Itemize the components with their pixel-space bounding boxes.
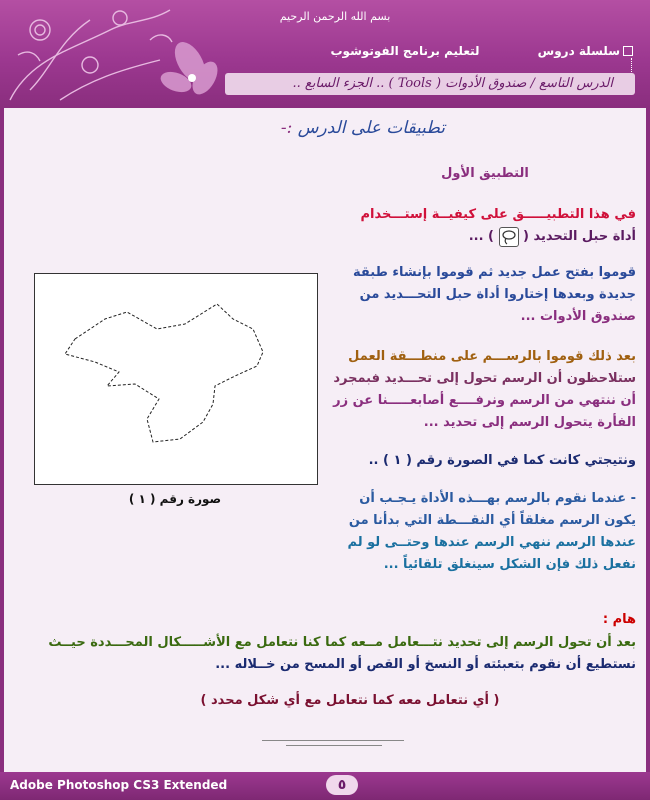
paragraph-line: صندوق الأدوات ... bbox=[520, 309, 636, 324]
paragraph-line: يكون الرسم مغلقاً أي النقـــطة التي بدأنا من bbox=[348, 513, 636, 528]
page-number: ٥ bbox=[326, 775, 358, 795]
lesson-title-bar bbox=[225, 73, 635, 95]
figure-image bbox=[34, 273, 318, 485]
application-title: التطبيق الأول bbox=[441, 166, 529, 181]
basmala: بسم الله الرحمن الرحيم bbox=[279, 10, 391, 23]
paragraph-line: نفعل ذلك فإن الشكل سينغلق تلقائياً ... bbox=[383, 557, 636, 572]
paragraph-result bbox=[369, 450, 636, 472]
section-title-text: تطبيقات على الدرس bbox=[297, 118, 445, 138]
highlight-note: ( أي نتعامل معه كما نتعامل مع أي شكل محدد ) bbox=[200, 693, 500, 708]
section-title bbox=[281, 118, 445, 138]
lesson-title: الدرس التاسع / صندوق الأدوات ( Tools ) .. الجزء السابع .. bbox=[292, 76, 613, 91]
lasso-selection-drawing bbox=[35, 274, 317, 484]
separator-line bbox=[262, 740, 404, 741]
paragraph-line: ستلاحظون أن الرسم تحول إلى تحـــديد فبمجرد bbox=[333, 371, 636, 386]
paragraph-line: نستطيع أن نقوم بتعبئته أو النسخ أو القص أو المسح من خــلاله ... bbox=[215, 657, 636, 672]
paragraph-line: - عندما نقوم بالرسم بهـــذه الأداة يـجـب أن bbox=[359, 491, 636, 506]
header-banner bbox=[0, 0, 650, 108]
paragraph-line: أن ننتهي من الرسم ونرفــــع أصابعـــــنا عن زر bbox=[333, 393, 636, 408]
important-label: هام : bbox=[602, 612, 636, 627]
footer-bar bbox=[0, 772, 650, 800]
square-bullet-icon bbox=[623, 46, 633, 56]
paragraph-line: بعد ذلك قوموا بالرســـم على منطـــقة العمل bbox=[348, 349, 636, 364]
paragraph-line: ونتيجتي كانت كما في الصورة رقم ( ١ ) .. bbox=[368, 453, 636, 468]
paragraph-drawing bbox=[333, 346, 636, 434]
paragraph-important bbox=[48, 632, 636, 676]
paragraph-line: قوموا بفتح عمل جديد ثم قوموا بإنشاء طبقة bbox=[353, 265, 636, 280]
flower-ornament-icon bbox=[0, 0, 230, 108]
paragraph-line: الفأرة يتحول الرسم إلى تحديد ... bbox=[423, 415, 636, 430]
lasso-tool-icon bbox=[499, 227, 519, 247]
paragraph-line: في هذا التطبيـــــق على كيفيــة إستـــخدام bbox=[360, 207, 636, 222]
paragraph-intro bbox=[360, 204, 636, 248]
paragraph-line: جديدة وبعدها إختاروا أداة حبل التحـــديد من bbox=[359, 287, 636, 302]
paragraph-line: عندها الرسم ننهي الرسم عندها وحتــى لو لم bbox=[347, 535, 636, 550]
separator-line bbox=[286, 745, 382, 746]
paragraph-line: بعد أن تحول الرسم إلى تحديد نتـــعامل مــعه كما كنا نتعامل مع الأشـــــكال المحـــددة حيــث bbox=[48, 635, 636, 650]
section-title-dash: :- bbox=[280, 118, 293, 138]
paragraph-steps bbox=[353, 262, 636, 328]
series-label: سلسلة دروس bbox=[537, 44, 620, 58]
figure-caption: صورة رقم ( ١ ) bbox=[128, 492, 222, 506]
course-label: لتعليم برنامج الفوتوشوب bbox=[330, 44, 480, 58]
footer-app-name: Adobe Photoshop CS3 Extended bbox=[10, 778, 228, 792]
paragraph-line: أداة حبل التحديد ( ) ... bbox=[360, 226, 636, 248]
paragraph-closed-shape bbox=[348, 488, 637, 576]
